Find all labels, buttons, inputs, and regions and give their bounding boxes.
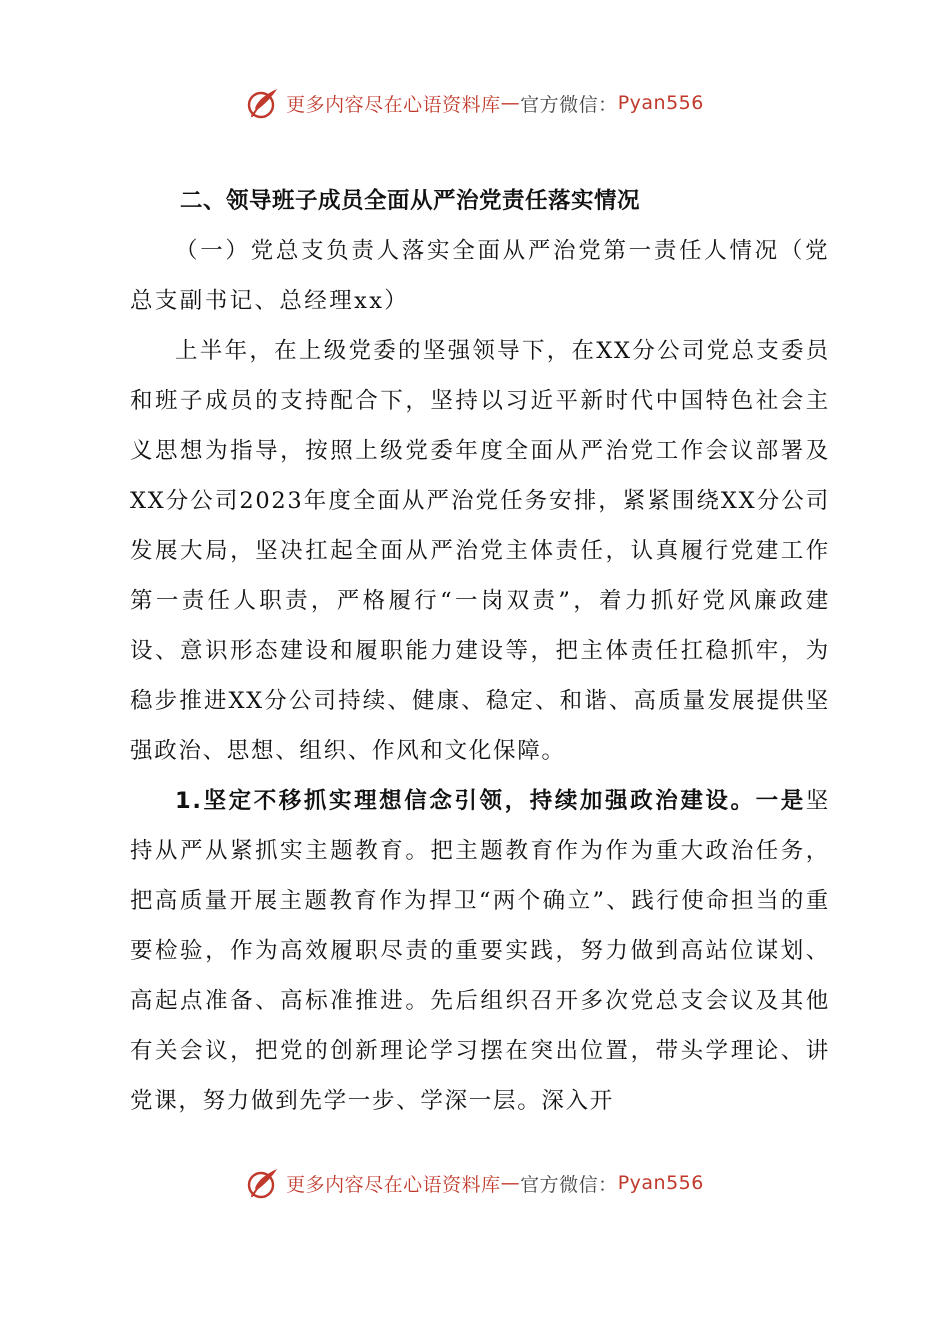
subsection-heading: （一）党总支负责人落实全面从严治党第一责任人情况（党总支副书记、总经理xx）: [130, 238, 830, 314]
watermark-wechat-id: Pyan556: [617, 1172, 704, 1194]
quill-logo-icon: [246, 1166, 280, 1200]
document-body: [130, 176, 830, 1126]
watermark-wechat-id: Pyan556: [617, 92, 704, 114]
section-heading: 二、领导班子成员全面从严治党责任落实情况: [180, 188, 641, 214]
watermark-header: [0, 86, 950, 120]
watermark-wechat-label: 官方微信：: [520, 93, 618, 116]
watermark-main-text: 更多内容尽在心语资料库: [286, 1173, 501, 1196]
paragraph-2: [130, 776, 830, 1126]
quill-logo-icon: [246, 86, 280, 120]
watermark-separator: —: [500, 92, 521, 114]
watermark-separator: —: [500, 1172, 521, 1194]
watermark-main-text: 更多内容尽在心语资料库: [286, 93, 501, 116]
watermark-wechat-label: 官方微信：: [520, 1173, 618, 1196]
paragraph-2-bold-lead: 1.坚定不移抓实理想信念引领，持续加强政治建设。一是: [175, 788, 806, 814]
paragraph-1: 上半年，在上级党委的坚强领导下，在XX分公司党总支委员和班子成员的支持配合下，坚持以习近平新时代中国特色社会主义思想为指导，按照上级党委年度全面从严治党工作会议部署及XX分公司2023年度全面从严治党任务安排，紧紧围绕XX分公司发展大局，坚决扛起全面从严治党主体责任，认真履行党建工作第一责任人职责，严格履行“一岗双责”，着力抓好党风廉政建设、意识形态建设和履职能力建设等，把主体责任扛稳抓牢，为稳步推进XX分公司持续、健康、稳定、和谐、高质量发展提供坚强政治、思想、组织、作风和文化保障。: [130, 338, 830, 764]
watermark-footer: [0, 1166, 950, 1200]
paragraph-2-text: 坚持从严从紧抓实主题教育。把主题教育作为作为重大政治任务，把高质量开展主题教育作为捍卫“两个确立”、践行使命担当的重要检验，作为高效履职尽责的重要实践，努力做到高站位谋划、高起点准备、高标准推进。先后组织召开多次党总支会议及其他有关会议，把党的创新理论学习摆在突出位置，带头学理论、讲党课，努力做到先学一步、学深一层。深入开: [130, 788, 830, 1114]
